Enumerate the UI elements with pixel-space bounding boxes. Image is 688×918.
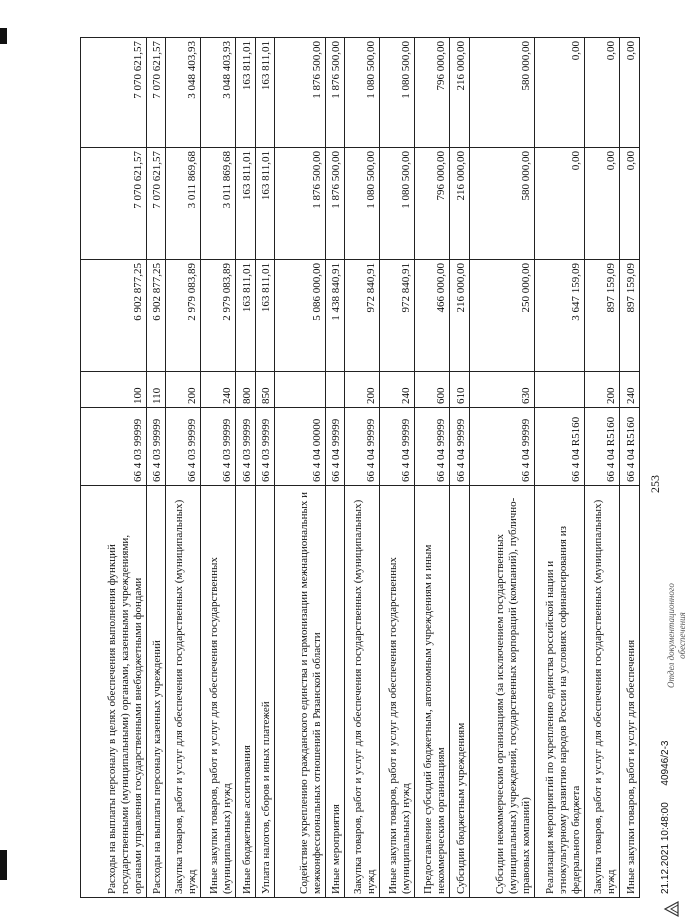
row-vr: 600 [415, 372, 450, 408]
row-name: Субсидии бюджетным учреждениям [449, 486, 469, 898]
row-vr: 240 [620, 372, 640, 408]
row-name: Расходы на выплаты персоналу в целях обеспечения выполнения функций государственными (муниципальными) органами, казенными учреждениями, органами управления государственными внебюджетными фондами [81, 486, 147, 898]
row-sum-3: 0,00 [620, 38, 640, 148]
row-sum-2: 0,00 [535, 148, 585, 260]
row-name: Предоставление субсидий бюджетным, автономным учреждениям и иным некоммерческим организациям [415, 486, 450, 898]
table-row [469, 38, 535, 898]
table-row [345, 38, 380, 898]
stamp [666, 583, 688, 688]
row-sum-2: 580 000,00 [469, 148, 535, 260]
row-vr [535, 372, 585, 408]
row-code: 66 4 04 99999 [345, 408, 380, 486]
row-sum-3: 7 070 621,57 [81, 38, 147, 148]
table-row [146, 38, 166, 898]
row-sum-2: 3 011 869,68 [201, 148, 236, 260]
footer-datetime: 21.12.2021 10:48:00 [660, 802, 671, 894]
row-name: Субсидии некоммерческим организациям (за исключением государственных (муниципальных) учреждений, государственных корпораций (компаний), публично-правовых компаний) [469, 486, 535, 898]
row-name: Иные закупки товаров, работ и услуг для обеспечения [620, 486, 640, 898]
row-sum-1: 972 840,91 [345, 260, 380, 372]
scan-mark-top [0, 28, 7, 44]
row-code: 66 4 04 R5160 [620, 408, 640, 486]
budget-table [80, 37, 640, 898]
table-row [585, 38, 620, 898]
row-sum-1: 5 086 000,00 [275, 260, 325, 372]
row-code: 66 4 04 99999 [469, 408, 535, 486]
row-sum-3: 7 070 621,57 [146, 38, 166, 148]
row-code: 66 4 03 99999 [201, 408, 236, 486]
row-sum-1: 1 438 840,91 [325, 260, 345, 372]
logo-icon [662, 900, 680, 918]
rotated-page [80, 38, 687, 898]
row-sum-2: 0,00 [620, 148, 640, 260]
row-sum-2: 7 070 621,57 [81, 148, 147, 260]
row-name: Иные бюджетные ассигнования [236, 486, 256, 898]
row-sum-1: 163 811,01 [236, 260, 256, 372]
row-sum-1: 466 000,00 [415, 260, 450, 372]
row-code: 66 4 04 99999 [325, 408, 345, 486]
table-row [535, 38, 585, 898]
stamp-line-1: Отдел документационного [666, 583, 676, 688]
row-sum-3: 163 811,01 [255, 38, 275, 148]
row-sum-2: 1 080 500,00 [345, 148, 380, 260]
row-vr: 100 [81, 372, 147, 408]
row-sum-1: 3 647 159,09 [535, 260, 585, 372]
table-row [380, 38, 415, 898]
table-row [81, 38, 147, 898]
stamp-line-2: обеспечения [677, 612, 687, 659]
row-vr: 240 [380, 372, 415, 408]
page-number: 253 [648, 475, 662, 493]
row-sum-3: 1 876 500,00 [275, 38, 325, 148]
row-vr: 200 [585, 372, 620, 408]
row-code: 66 4 03 99999 [236, 408, 256, 486]
table-row [415, 38, 450, 898]
row-sum-3: 0,00 [535, 38, 585, 148]
row-sum-3: 1 080 500,00 [345, 38, 380, 148]
row-sum-1: 163 811,01 [255, 260, 275, 372]
row-sum-1: 6 902 877,25 [146, 260, 166, 372]
row-code: 66 4 04 R5160 [585, 408, 620, 486]
row-sum-2: 1 080 500,00 [380, 148, 415, 260]
row-name: Расходы на выплаты персоналу казенных учреждений [146, 486, 166, 898]
row-sum-2: 163 811,01 [236, 148, 256, 260]
row-sum-3: 1 876 500,00 [325, 38, 345, 148]
row-sum-3: 216 000,00 [449, 38, 469, 148]
row-code: 66 4 03 99999 [81, 408, 147, 486]
row-sum-1: 216 000,00 [449, 260, 469, 372]
row-name: Реализация мероприятий по укреплению единства российской нации и этнокультурному развитию народов России на условиях софинансирования из федерального бюджета [535, 486, 585, 898]
row-code: 66 4 04 00000 [275, 408, 325, 486]
row-sum-1: 250 000,00 [469, 260, 535, 372]
row-sum-2: 216 000,00 [449, 148, 469, 260]
table-row [275, 38, 325, 898]
row-vr: 850 [255, 372, 275, 408]
row-sum-3: 0,00 [585, 38, 620, 148]
row-sum-1: 2 979 083,89 [201, 260, 236, 372]
table-row [255, 38, 275, 898]
row-sum-3: 3 048 403,93 [166, 38, 201, 148]
row-sum-3: 580 000,00 [469, 38, 535, 148]
row-vr: 630 [469, 372, 535, 408]
row-sum-2: 3 011 869,68 [166, 148, 201, 260]
row-name: Уплата налогов, сборов и иных платежей [255, 486, 275, 898]
table-row [201, 38, 236, 898]
table-row [166, 38, 201, 898]
row-name: Иные закупки товаров, работ и услуг для обеспечения государственных (муниципальных) нужд [201, 486, 236, 898]
row-code: 66 4 03 99999 [146, 408, 166, 486]
row-sum-1: 2 979 083,89 [166, 260, 201, 372]
row-sum-2: 163 811,01 [255, 148, 275, 260]
row-name: Иные закупки товаров, работ и услуг для обеспечения государственных (муниципальных) нужд [380, 486, 415, 898]
row-sum-2: 0,00 [585, 148, 620, 260]
row-sum-1: 6 902 877,25 [81, 260, 147, 372]
row-sum-3: 1 080 500,00 [380, 38, 415, 148]
row-code: 66 4 04 99999 [415, 408, 450, 486]
row-sum-2: 796 000,00 [415, 148, 450, 260]
row-sum-3: 3 048 403,93 [201, 38, 236, 148]
row-vr: 240 [201, 372, 236, 408]
footer-meta [660, 741, 671, 894]
row-name: Закупка товаров, работ и услуг для обеспечения государственных (муниципальных) нужд [166, 486, 201, 898]
row-vr: 110 [146, 372, 166, 408]
row-sum-1: 897 159,09 [585, 260, 620, 372]
row-code: 66 4 04 R5160 [535, 408, 585, 486]
row-vr: 200 [345, 372, 380, 408]
footer-doc-id: 40946/2-3 [660, 740, 671, 786]
table-row [236, 38, 256, 898]
row-vr: 800 [236, 372, 256, 408]
row-vr [275, 372, 325, 408]
row-name: Закупка товаров, работ и услуг для обеспечения государственных (муниципальных) нужд [345, 486, 380, 898]
row-code: 66 4 04 99999 [380, 408, 415, 486]
row-vr [325, 372, 345, 408]
row-name: Иные мероприятия [325, 486, 345, 898]
table-row [620, 38, 640, 898]
row-code: 66 4 03 99999 [255, 408, 275, 486]
table-row [449, 38, 469, 898]
row-sum-2: 7 070 621,57 [146, 148, 166, 260]
row-code: 66 4 04 99999 [449, 408, 469, 486]
scan-mark-bottom [0, 850, 7, 880]
row-sum-3: 163 811,01 [236, 38, 256, 148]
row-sum-2: 1 876 500,00 [275, 148, 325, 260]
row-vr: 200 [166, 372, 201, 408]
table-row [325, 38, 345, 898]
row-sum-1: 897 159,09 [620, 260, 640, 372]
row-name: Закупка товаров, работ и услуг для обеспечения государственных (муниципальных) нужд [585, 486, 620, 898]
row-sum-1: 972 840,91 [380, 260, 415, 372]
row-sum-3: 796 000,00 [415, 38, 450, 148]
row-vr: 610 [449, 372, 469, 408]
row-name: Содействие укреплению гражданского единства и гармонизации межнациональных и межконфессиональных отношений в Рязанской области [275, 486, 325, 898]
row-code: 66 4 03 99999 [166, 408, 201, 486]
row-sum-2: 1 876 500,00 [325, 148, 345, 260]
